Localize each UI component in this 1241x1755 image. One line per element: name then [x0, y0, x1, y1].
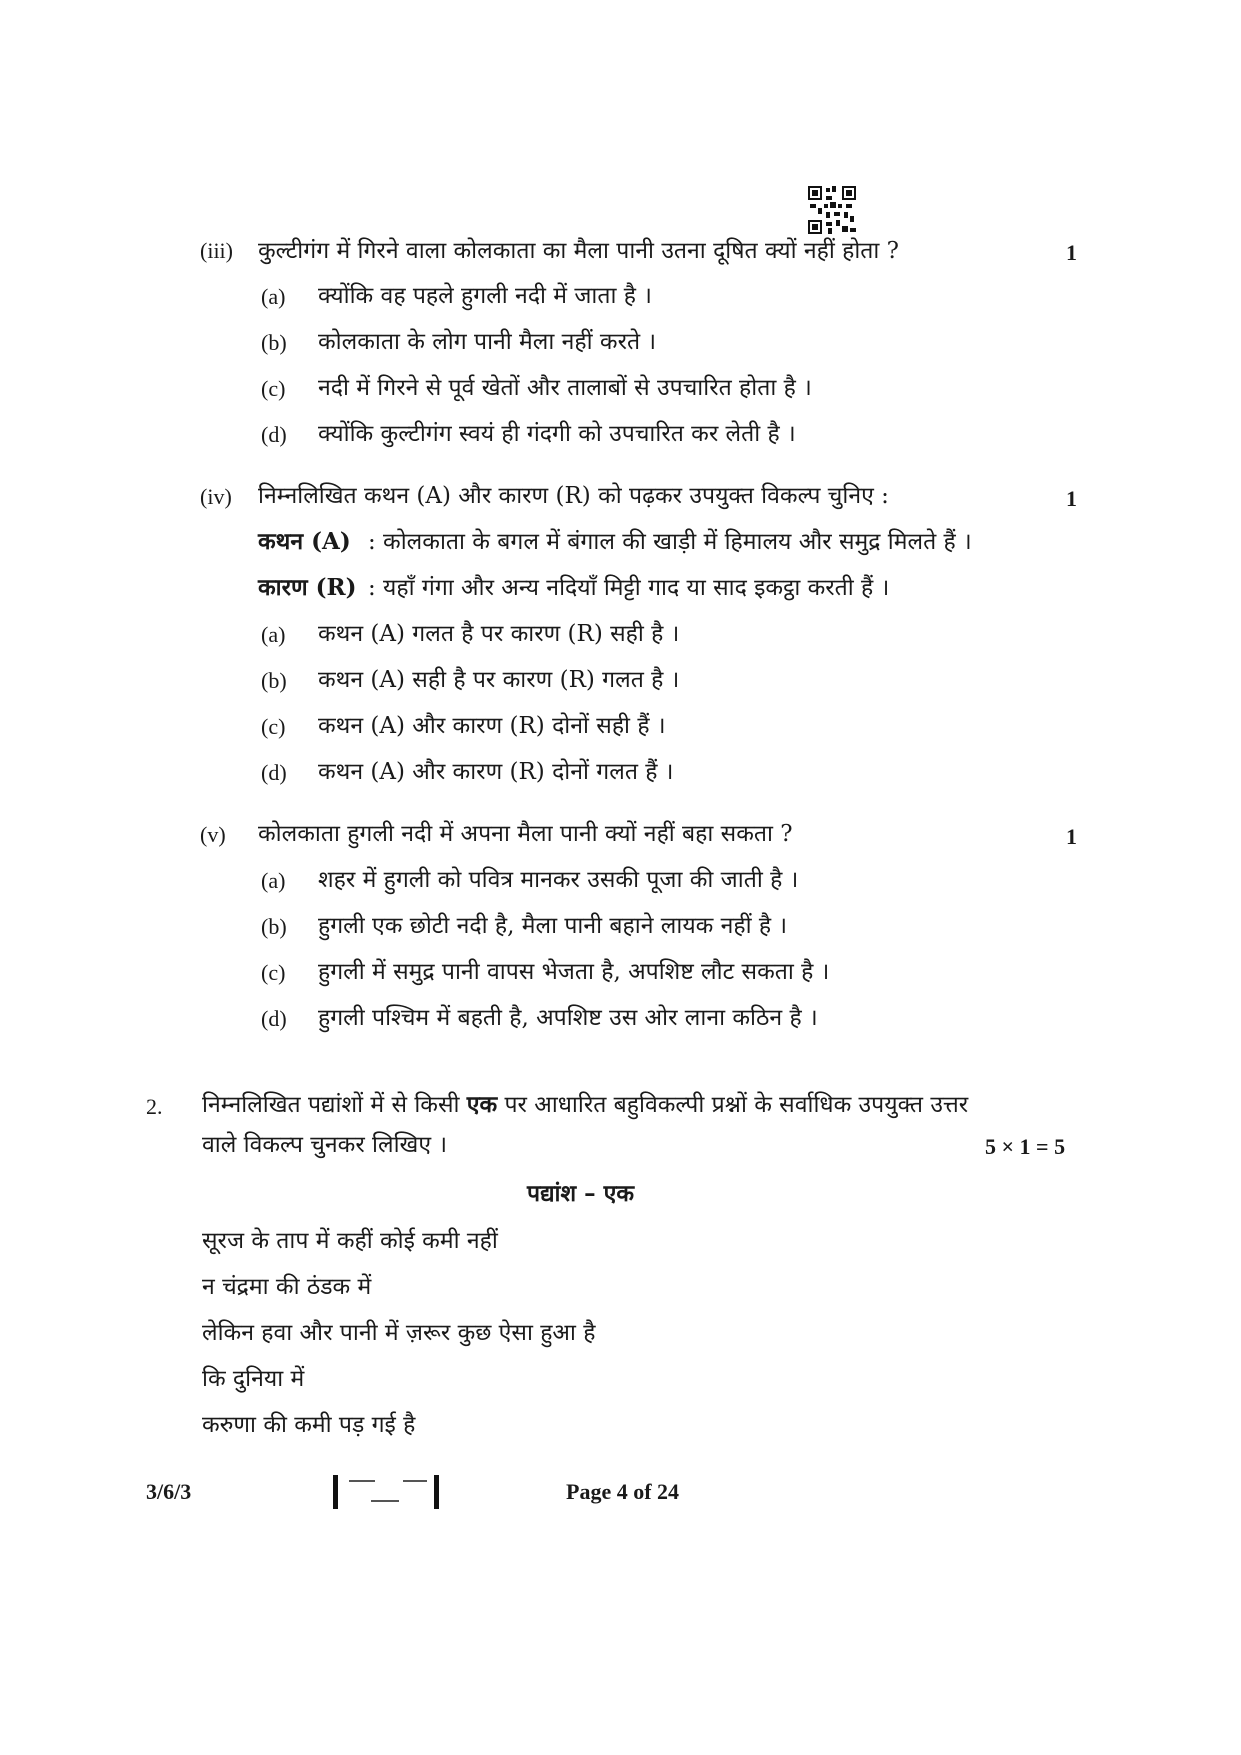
option-text: क्योंकि वह पहले हुगली नदी में जाता है ।	[318, 283, 653, 309]
question-2-marks: 5 × 1 = 5	[985, 1134, 1066, 1159]
option-text: शहर में हुगली को पवित्र मानकर उसकी पूजा की जाती है ।	[318, 867, 799, 893]
poem-line: न चंद्रमा की ठंडक में	[202, 1274, 372, 1300]
question-iii-marks: 1	[1066, 240, 1077, 265]
reason-text: : यहाँ गंगा और अन्य नदियाँ मिट्टी गाद या साद इकट्ठा करती हैं ।	[368, 575, 890, 601]
question-v-label: (v)	[200, 822, 226, 847]
option-label: (d)	[261, 760, 287, 785]
option-label: (b)	[261, 914, 287, 939]
option-label: (a)	[261, 284, 286, 309]
option-text: हुगली एक छोटी नदी है, मैला पानी बहाने लायक नहीं है ।	[318, 913, 788, 939]
poem-line: लेकिन हवा और पानी में ज़रूर कुछ ऐसा हुआ है	[202, 1320, 596, 1346]
option-label: (c)	[261, 960, 286, 985]
poem-line: सूरज के ताप में कहीं कोई कमी नहीं	[202, 1228, 498, 1254]
option-text: हुगली में समुद्र पानी वापस भेजता है, अपशिष्ट लौट सकता है ।	[318, 959, 830, 985]
option-label: (a)	[261, 622, 286, 647]
question-iii-label: (iii)	[200, 238, 233, 263]
option-text: नदी में गिरने से पूर्व खेतों और तालाबों से उपचारित होता है ।	[318, 375, 812, 401]
passage-title: पद्यांश – एक	[527, 1180, 635, 1207]
question-v-marks: 1	[1066, 824, 1077, 849]
assertion-label: कथन (A)	[258, 528, 351, 555]
question-2-text: निम्नलिखित पद्यांशों में से किसी एक पर आधारित बहुविकल्पी प्रश्नों के सर्वाधिक उपयुक्त उत्तर	[202, 1091, 969, 1118]
option-text: क्योंकि कुल्टीगंग स्वयं ही गंदगी को उपचारित कर लेती है ।	[318, 421, 796, 447]
question-iv-label: (iv)	[200, 484, 232, 509]
question-v-text: कोलकाता हुगली नदी में अपना मैला पानी क्यों नहीं बहा सकता ?	[258, 821, 793, 847]
assertion-text: : कोलकाता के बगल में बंगाल की खाड़ी में हिमालय और समुद्र मिलते हैं ।	[368, 529, 972, 555]
option-text: कथन (A) गलत है पर कारण (R) सही है ।	[318, 621, 680, 647]
option-label: (b)	[261, 330, 287, 355]
question-iii-text: कुल्टीगंग में गिरने वाला कोलकाता का मैला पानी उतना दूषित क्यों नहीं होता ?	[258, 238, 899, 264]
poem-line: कि दुनिया में	[202, 1366, 305, 1392]
barcode	[331, 1475, 441, 1509]
page-number: Page 4 of 24	[566, 1479, 680, 1504]
option-label: (c)	[261, 714, 286, 739]
option-text: कथन (A) और कारण (R) दोनों गलत हैं ।	[318, 759, 674, 785]
option-text: कथन (A) और कारण (R) दोनों सही हैं ।	[318, 713, 666, 739]
option-text: कथन (A) सही है पर कारण (R) गलत है ।	[318, 667, 680, 693]
option-text: कोलकाता के लोग पानी मैला नहीं करते ।	[318, 329, 657, 355]
question-iv-marks: 1	[1066, 486, 1077, 511]
option-label: (d)	[261, 1006, 287, 1031]
question-2-text-line2: वाले विकल्प चुनकर लिखिए ।	[202, 1132, 448, 1158]
option-label: (d)	[261, 422, 287, 447]
qr-code	[808, 186, 856, 234]
question-2-number: 2.	[146, 1094, 163, 1119]
reason-label: कारण (R)	[258, 574, 357, 601]
option-label: (c)	[261, 376, 286, 401]
paper-code: 3/6/3	[146, 1479, 192, 1504]
option-label: (b)	[261, 668, 287, 693]
option-text: हुगली पश्चिम में बहती है, अपशिष्ट उस ओर लाना कठिन है ।	[318, 1005, 818, 1031]
option-label: (a)	[261, 868, 286, 893]
poem-line: करुणा की कमी पड़ गई है	[202, 1412, 416, 1438]
question-iv-text: निम्नलिखित कथन (A) और कारण (R) को पढ़कर उपयुक्त विकल्प चुनिए :	[258, 483, 889, 509]
